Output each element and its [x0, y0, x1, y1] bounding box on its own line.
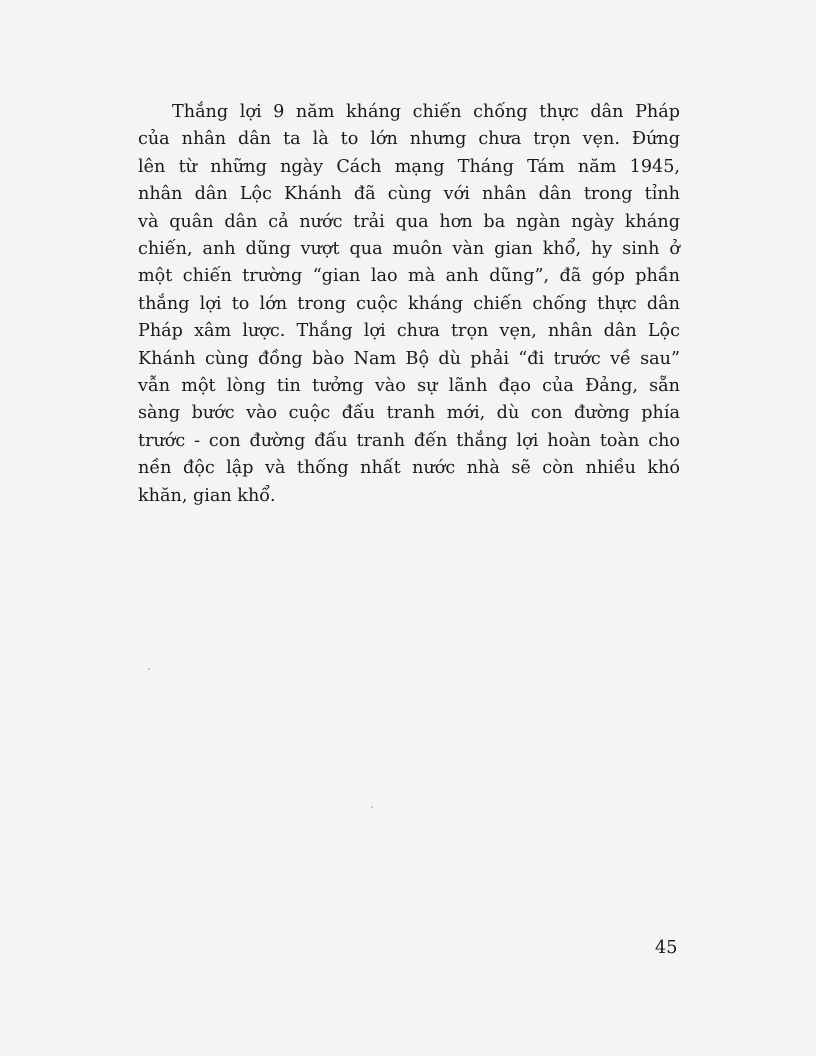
paragraph-line: trước - con đường đấu tranh đến thắng lợi hoàn toàn cho: [138, 430, 680, 451]
paragraph-line: sàng bước vào cuộc đấu tranh mới, dù con đường phía: [138, 403, 680, 424]
paragraph-line: Khánh cùng đồng bào Nam Bộ dù phải “đi trước về sau”: [138, 348, 680, 369]
paragraph-line: một chiến trường “gian lao mà anh dũng”, đã góp phần: [138, 266, 680, 287]
paragraph-line: và quân dân cả nước trải qua hơn ba ngàn ngày kháng: [138, 211, 680, 232]
paragraph-line: thắng lợi to lớn trong cuộc kháng chiến chống thực dân: [138, 293, 680, 314]
paragraph-line: khăn, gian khổ.: [138, 485, 276, 506]
scan-speck: [148, 668, 150, 670]
body-paragraph: [138, 99, 680, 510]
paragraph-line: Pháp xâm lược. Thắng lợi chưa trọn vẹn, nhân dân Lộc: [138, 321, 680, 342]
paragraph-line: chiến, anh dũng vượt qua muôn vàn gian khổ, hy sinh ở: [138, 239, 680, 260]
paragraph-line: lên từ những ngày Cách mạng Tháng Tám năm 1945,: [138, 156, 680, 177]
paragraph-line: vẫn một lòng tin tưởng vào sự lãnh đạo của Đảng, sẵn: [138, 376, 680, 397]
paragraph-line: nền độc lập và thống nhất nước nhà sẽ còn nhiều khó: [138, 458, 680, 479]
paragraph-line: của nhân dân ta là to lớn nhưng chưa trọn vẹn. Đứng: [138, 129, 680, 150]
scan-speck: [371, 806, 373, 808]
paragraph-line: nhân dân Lộc Khánh đã cùng với nhân dân trong tỉnh: [138, 184, 680, 205]
paragraph-line: Thắng lợi 9 năm kháng chiến chống thực dân Pháp: [172, 102, 680, 122]
page-number: 45: [655, 938, 678, 958]
